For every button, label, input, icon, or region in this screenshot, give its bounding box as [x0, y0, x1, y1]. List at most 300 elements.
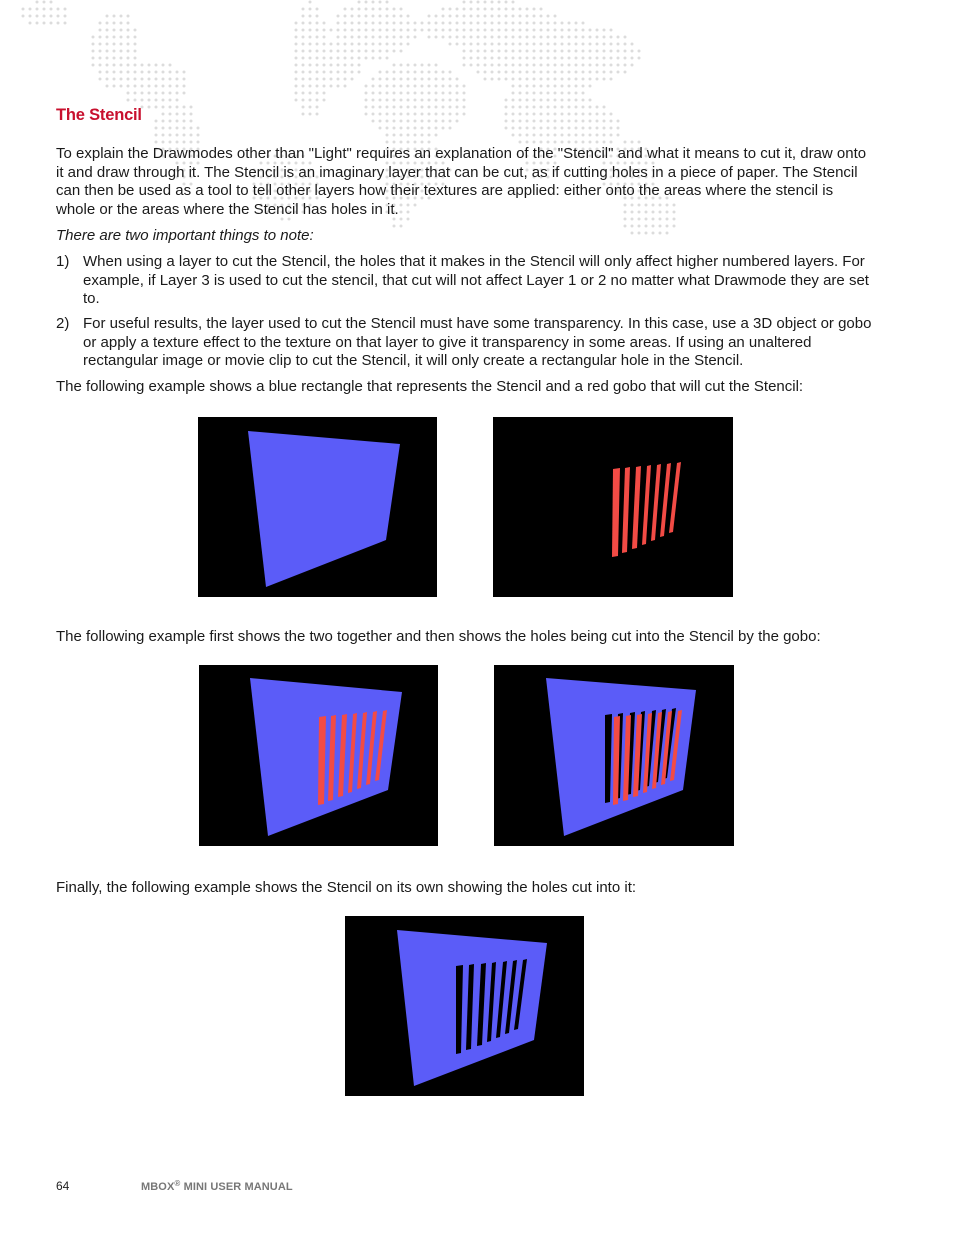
- map-dot: [533, 36, 536, 39]
- map-dot: [330, 29, 333, 32]
- map-dot: [645, 225, 648, 228]
- map-dot: [316, 113, 319, 116]
- map-dot: [554, 71, 557, 74]
- map-dot: [372, 120, 375, 123]
- map-dot: [400, 225, 403, 228]
- map-dot: [526, 85, 529, 88]
- map-dot: [428, 71, 431, 74]
- map-dot: [484, 43, 487, 46]
- map-dot: [603, 134, 606, 137]
- map-dot: [36, 22, 39, 25]
- map-dot: [589, 113, 592, 116]
- map-dot: [575, 85, 578, 88]
- map-dot: [519, 43, 522, 46]
- map-dot: [365, 113, 368, 116]
- map-dot: [610, 120, 613, 123]
- map-dot: [589, 141, 592, 144]
- map-dot: [596, 57, 599, 60]
- map-dot: [127, 64, 130, 67]
- map-dot: [323, 92, 326, 95]
- map-dot: [43, 8, 46, 11]
- map-dot: [505, 8, 508, 11]
- map-dot: [393, 8, 396, 11]
- map-dot: [400, 29, 403, 32]
- map-dot: [323, 85, 326, 88]
- map-dot: [449, 127, 452, 130]
- map-dot: [505, 15, 508, 18]
- map-dot: [442, 99, 445, 102]
- map-dot: [169, 71, 172, 74]
- map-dot: [372, 15, 375, 18]
- map-dot: [99, 71, 102, 74]
- map-dot: [169, 92, 172, 95]
- map-dot: [477, 8, 480, 11]
- map-dot: [568, 71, 571, 74]
- map-dot: [547, 113, 550, 116]
- map-dot: [365, 85, 368, 88]
- map-dot: [631, 141, 634, 144]
- map-dot: [547, 29, 550, 32]
- map-dot: [512, 8, 515, 11]
- map-dot: [617, 127, 620, 130]
- map-dot: [624, 71, 627, 74]
- map-dot: [29, 15, 32, 18]
- map-dot: [400, 50, 403, 53]
- map-dot: [414, 113, 417, 116]
- map-dot: [582, 50, 585, 53]
- map-dot: [302, 22, 305, 25]
- map-dot: [43, 15, 46, 18]
- map-dot: [442, 127, 445, 130]
- map-dot: [428, 22, 431, 25]
- map-dot: [568, 64, 571, 67]
- map-dot: [358, 57, 361, 60]
- map-dot: [554, 127, 557, 130]
- map-dot: [449, 22, 452, 25]
- map-dot: [393, 127, 396, 130]
- map-dot: [148, 85, 151, 88]
- map-dot: [456, 36, 459, 39]
- map-dot: [512, 71, 515, 74]
- map-dot: [365, 50, 368, 53]
- map-dot: [393, 225, 396, 228]
- map-dot: [309, 36, 312, 39]
- map-dot: [372, 29, 375, 32]
- map-dot: [435, 99, 438, 102]
- map-dot: [372, 106, 375, 109]
- map-dot: [365, 36, 368, 39]
- map-dot: [631, 225, 634, 228]
- map-dot: [505, 43, 508, 46]
- map-dot: [372, 57, 375, 60]
- map-dot: [400, 36, 403, 39]
- map-dot: [127, 29, 130, 32]
- map-dot: [477, 15, 480, 18]
- map-dot: [162, 71, 165, 74]
- map-dot: [428, 120, 431, 123]
- map-dot: [134, 92, 137, 95]
- map-dot: [568, 99, 571, 102]
- map-dot: [386, 120, 389, 123]
- map-dot: [421, 120, 424, 123]
- map-dot: [169, 120, 172, 123]
- map-dot: [442, 71, 445, 74]
- map-dot: [295, 92, 298, 95]
- map-dot: [358, 36, 361, 39]
- map-dot: [414, 127, 417, 130]
- list-item-number: 1): [56, 253, 70, 270]
- map-dot: [428, 15, 431, 18]
- map-dot: [127, 92, 130, 95]
- map-dot: [575, 92, 578, 95]
- map-dot: [561, 36, 564, 39]
- map-dot: [512, 78, 515, 81]
- map-dot: [372, 85, 375, 88]
- map-dot: [470, 22, 473, 25]
- map-dot: [442, 78, 445, 81]
- map-dot: [414, 36, 417, 39]
- map-dot: [484, 50, 487, 53]
- map-dot: [456, 78, 459, 81]
- map-dot: [155, 127, 158, 130]
- map-dot: [379, 92, 382, 95]
- map-dot: [386, 43, 389, 46]
- map-dot: [351, 64, 354, 67]
- map-dot: [477, 22, 480, 25]
- map-dot: [624, 36, 627, 39]
- map-dot: [379, 22, 382, 25]
- map-dot: [407, 127, 410, 130]
- map-dot: [547, 64, 550, 67]
- map-dot: [155, 71, 158, 74]
- map-dot: [561, 57, 564, 60]
- map-dot: [561, 106, 564, 109]
- map-dot: [512, 64, 515, 67]
- map-dot: [442, 85, 445, 88]
- map-dot: [302, 99, 305, 102]
- map-dot: [176, 120, 179, 123]
- map-dot: [330, 85, 333, 88]
- map-dot: [323, 36, 326, 39]
- map-dot: [351, 57, 354, 60]
- map-dot: [561, 120, 564, 123]
- map-dot: [302, 50, 305, 53]
- map-dot: [582, 127, 585, 130]
- map-dot: [554, 120, 557, 123]
- map-dot: [400, 106, 403, 109]
- map-dot: [302, 106, 305, 109]
- map-dot: [561, 29, 564, 32]
- map-dot: [106, 64, 109, 67]
- map-dot: [575, 22, 578, 25]
- map-dot: [568, 92, 571, 95]
- map-dot: [505, 57, 508, 60]
- map-dot: [526, 141, 529, 144]
- map-dot: [365, 57, 368, 60]
- map-dot: [183, 141, 186, 144]
- map-dot: [547, 99, 550, 102]
- map-dot: [624, 50, 627, 53]
- map-dot: [414, 85, 417, 88]
- map-dot: [505, 50, 508, 53]
- map-dot: [603, 113, 606, 116]
- map-dot: [540, 57, 543, 60]
- map-dot: [554, 64, 557, 67]
- map-dot: [302, 8, 305, 11]
- map-dot: [113, 29, 116, 32]
- map-dot: [407, 64, 410, 67]
- map-dot: [561, 22, 564, 25]
- map-dot: [498, 43, 501, 46]
- map-dot: [491, 15, 494, 18]
- map-dot: [309, 8, 312, 11]
- map-dot: [652, 232, 655, 235]
- map-dot: [673, 225, 676, 228]
- map-dot: [365, 22, 368, 25]
- map-dot: [414, 106, 417, 109]
- map-dot: [393, 22, 396, 25]
- map-dot: [512, 15, 515, 18]
- map-dot: [134, 36, 137, 39]
- map-dot: [162, 106, 165, 109]
- map-dot: [190, 141, 193, 144]
- map-dot: [365, 29, 368, 32]
- map-dot: [302, 36, 305, 39]
- map-dot: [169, 78, 172, 81]
- map-dot: [554, 92, 557, 95]
- map-dot: [337, 15, 340, 18]
- map-dot: [358, 71, 361, 74]
- map-dot: [407, 85, 410, 88]
- map-dot: [540, 92, 543, 95]
- map-dot: [519, 141, 522, 144]
- map-dot: [400, 43, 403, 46]
- map-dot: [113, 36, 116, 39]
- map-dot: [428, 106, 431, 109]
- map-dot: [372, 50, 375, 53]
- map-dot: [533, 92, 536, 95]
- map-dot: [442, 29, 445, 32]
- map-dot: [197, 134, 200, 137]
- map-dot: [302, 15, 305, 18]
- map-dot: [162, 113, 165, 116]
- map-dot: [92, 57, 95, 60]
- gobo-bars: [612, 462, 681, 557]
- map-dot: [344, 78, 347, 81]
- map-dot: [162, 85, 165, 88]
- map-dot: [372, 113, 375, 116]
- page-number: 64: [56, 1179, 70, 1193]
- map-dot: [414, 78, 417, 81]
- map-dot: [498, 78, 501, 81]
- map-dot: [561, 64, 564, 67]
- map-dot: [603, 43, 606, 46]
- map-dot: [400, 113, 403, 116]
- map-dot: [407, 106, 410, 109]
- map-dot: [386, 127, 389, 130]
- map-dot: [505, 64, 508, 67]
- map-dot: [400, 99, 403, 102]
- map-dot: [596, 64, 599, 67]
- map-dot: [589, 99, 592, 102]
- map-dot: [547, 92, 550, 95]
- map-dot: [190, 113, 193, 116]
- map-dot: [379, 15, 382, 18]
- map-dot: [568, 57, 571, 60]
- map-dot: [176, 78, 179, 81]
- map-dot: [43, 22, 46, 25]
- map-dot: [547, 106, 550, 109]
- map-dot: [442, 22, 445, 25]
- map-dot: [575, 134, 578, 137]
- map-dot: [498, 1, 501, 4]
- map-dot: [610, 141, 613, 144]
- map-dot: [582, 57, 585, 60]
- map-dot: [176, 141, 179, 144]
- map-dot: [120, 64, 123, 67]
- map-dot: [407, 113, 410, 116]
- map-dot: [428, 64, 431, 67]
- map-dot: [141, 92, 144, 95]
- map-dot: [554, 141, 557, 144]
- map-dot: [337, 78, 340, 81]
- map-dot: [379, 43, 382, 46]
- map-dot: [540, 15, 543, 18]
- map-dot: [337, 71, 340, 74]
- map-dot: [92, 36, 95, 39]
- map-dot: [463, 85, 466, 88]
- map-dot: [155, 99, 158, 102]
- map-dot: [351, 29, 354, 32]
- map-dot: [512, 57, 515, 60]
- map-dot: [351, 71, 354, 74]
- map-dot: [435, 106, 438, 109]
- map-dot: [407, 71, 410, 74]
- map-dot: [400, 134, 403, 137]
- map-dot: [162, 78, 165, 81]
- map-dot: [372, 78, 375, 81]
- map-dot: [127, 71, 130, 74]
- map-dot: [309, 29, 312, 32]
- map-dot: [484, 22, 487, 25]
- map-dot: [568, 36, 571, 39]
- map-dot: [393, 43, 396, 46]
- map-dot: [498, 29, 501, 32]
- map-dot: [547, 141, 550, 144]
- map-dot: [330, 64, 333, 67]
- map-dot: [134, 78, 137, 81]
- map-dot: [575, 71, 578, 74]
- map-dot: [400, 64, 403, 67]
- map-dot: [183, 78, 186, 81]
- map-dot: [183, 71, 186, 74]
- map-dot: [512, 106, 515, 109]
- map-dot: [386, 106, 389, 109]
- map-dot: [344, 71, 347, 74]
- map-dot: [379, 113, 382, 116]
- list-item-text: When using a layer to cut the Stencil, the holes that it makes in the Stencil will only affect higher numbered layers. For example, if Layer 3 is used to cut the stencil, that cut will not affect Layer 1 or 2 no matter what Drawmode they are set to.: [83, 253, 869, 307]
- map-dot: [400, 8, 403, 11]
- map-dot: [106, 50, 109, 53]
- map-dot: [365, 1, 368, 4]
- map-dot: [505, 1, 508, 4]
- map-dot: [414, 92, 417, 95]
- map-dot: [358, 43, 361, 46]
- map-dot: [435, 22, 438, 25]
- map-dot: [330, 50, 333, 53]
- map-dot: [379, 127, 382, 130]
- map-dot: [596, 134, 599, 137]
- map-dot: [498, 15, 501, 18]
- map-dot: [575, 57, 578, 60]
- map-dot: [491, 36, 494, 39]
- map-dot: [148, 92, 151, 95]
- map-dot: [631, 64, 634, 67]
- map-dot: [386, 50, 389, 53]
- map-dot: [344, 85, 347, 88]
- map-dot: [134, 43, 137, 46]
- map-dot: [561, 127, 564, 130]
- map-dot: [484, 71, 487, 74]
- map-dot: [442, 8, 445, 11]
- figure-caption: The following example first shows the two together and then shows the holes being cut into the Stencil by the gobo:: [56, 628, 821, 645]
- map-dot: [134, 99, 137, 102]
- map-dot: [554, 22, 557, 25]
- map-dot: [456, 99, 459, 102]
- map-dot: [169, 141, 172, 144]
- map-dot: [449, 113, 452, 116]
- map-dot: [106, 22, 109, 25]
- map-dot: [449, 36, 452, 39]
- map-dot: [393, 29, 396, 32]
- map-dot: [197, 141, 200, 144]
- map-dot: [92, 50, 95, 53]
- map-dot: [603, 127, 606, 130]
- map-dot: [407, 134, 410, 137]
- map-dot: [519, 29, 522, 32]
- map-dot: [631, 57, 634, 60]
- map-dot: [358, 1, 361, 4]
- map-dot: [561, 71, 564, 74]
- map-dot: [575, 127, 578, 130]
- map-dot: [519, 57, 522, 60]
- map-dot: [316, 64, 319, 67]
- map-dot: [344, 57, 347, 60]
- map-dot: [449, 106, 452, 109]
- map-dot: [309, 78, 312, 81]
- map-dot: [498, 22, 501, 25]
- map-dot: [393, 36, 396, 39]
- map-dot: [505, 113, 508, 116]
- map-dot: [533, 29, 536, 32]
- map-dot: [596, 120, 599, 123]
- map-dot: [428, 141, 431, 144]
- map-dot: [519, 22, 522, 25]
- map-dot: [386, 22, 389, 25]
- map-dot: [295, 50, 298, 53]
- map-dot: [106, 85, 109, 88]
- map-dot: [484, 15, 487, 18]
- map-dot: [519, 127, 522, 130]
- map-dot: [575, 141, 578, 144]
- map-dot: [428, 127, 431, 130]
- map-dot: [540, 36, 543, 39]
- map-dot: [498, 64, 501, 67]
- map-dot: [526, 120, 529, 123]
- map-dot: [407, 120, 410, 123]
- map-dot: [484, 8, 487, 11]
- map-dot: [302, 57, 305, 60]
